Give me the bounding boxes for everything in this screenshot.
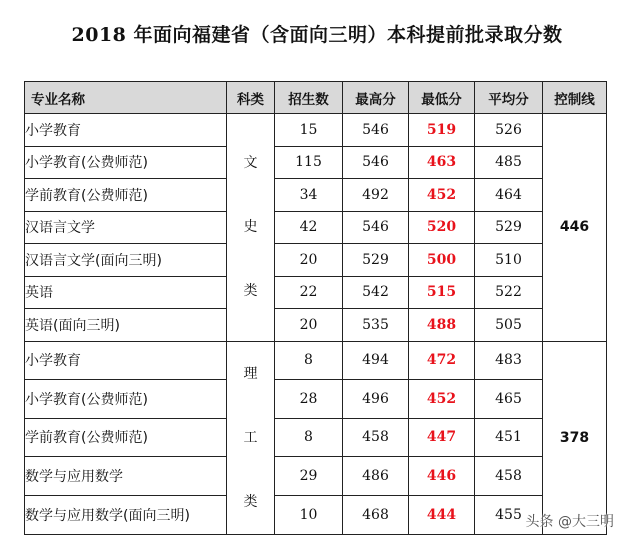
avg-score: 505 xyxy=(475,309,543,342)
avg-score: 465 xyxy=(475,380,543,419)
min-score: 519 xyxy=(409,114,475,147)
max-score: 486 xyxy=(343,457,409,496)
avg-score: 483 xyxy=(475,341,543,380)
avg-score: 522 xyxy=(475,276,543,309)
enrollment-count: 115 xyxy=(275,146,343,179)
major-name: 小学教育 xyxy=(25,114,227,147)
table-row xyxy=(25,457,607,496)
max-score: 535 xyxy=(343,309,409,342)
header-major: 专业名称 xyxy=(25,82,227,114)
min-score: 446 xyxy=(409,457,475,496)
max-score: 546 xyxy=(343,114,409,147)
header-min-score: 最低分 xyxy=(409,82,475,114)
table-row xyxy=(25,244,607,277)
control-line-science: 378 xyxy=(543,341,607,534)
page-title: 2018 年面向福建省（含面向三明）本科提前批录取分数 xyxy=(71,24,563,46)
category-cell-science xyxy=(227,341,275,534)
header-control-line: 控制线 xyxy=(543,82,607,114)
enrollment-count: 22 xyxy=(275,276,343,309)
avg-score: 451 xyxy=(475,418,543,457)
min-score: 472 xyxy=(409,341,475,380)
admission-scores-table xyxy=(24,81,607,535)
avg-score: 464 xyxy=(475,179,543,212)
enrollment-count: 8 xyxy=(275,341,343,380)
avg-score: 529 xyxy=(475,211,543,244)
major-name: 学前教育(公费师范) xyxy=(25,179,227,212)
major-name: 小学教育(公费师范) xyxy=(25,380,227,419)
enrollment-count: 29 xyxy=(275,457,343,496)
category-char: 工 xyxy=(243,429,258,446)
major-name: 数学与应用数学 xyxy=(25,457,227,496)
avg-score: 458 xyxy=(475,457,543,496)
max-score: 546 xyxy=(343,211,409,244)
avg-score: 455 xyxy=(475,495,543,534)
max-score: 546 xyxy=(343,146,409,179)
table-row xyxy=(25,418,607,457)
header-max-score: 最高分 xyxy=(343,82,409,114)
major-name: 英语 xyxy=(25,276,227,309)
min-score: 463 xyxy=(409,146,475,179)
min-score: 515 xyxy=(409,276,475,309)
major-name: 数学与应用数学(面向三明) xyxy=(25,495,227,534)
category-char: 史 xyxy=(243,219,258,236)
avg-score: 485 xyxy=(475,146,543,179)
table-row xyxy=(25,341,607,380)
enrollment-count: 28 xyxy=(275,380,343,419)
table-row xyxy=(25,211,607,244)
min-score: 452 xyxy=(409,380,475,419)
category-char: 类 xyxy=(243,493,258,510)
table-header-row xyxy=(25,82,607,114)
min-score: 500 xyxy=(409,244,475,277)
min-score: 452 xyxy=(409,179,475,212)
table-row xyxy=(25,276,607,309)
enrollment-count: 20 xyxy=(275,244,343,277)
enrollment-count: 34 xyxy=(275,179,343,212)
header-avg-score: 平均分 xyxy=(475,82,543,114)
max-score: 468 xyxy=(343,495,409,534)
max-score: 458 xyxy=(343,418,409,457)
watermark: 头条 @大三明 xyxy=(525,514,614,530)
max-score: 494 xyxy=(343,341,409,380)
avg-score: 526 xyxy=(475,114,543,147)
table-row xyxy=(25,114,607,147)
enrollment-count: 15 xyxy=(275,114,343,147)
table-row xyxy=(25,146,607,179)
max-score: 492 xyxy=(343,179,409,212)
control-line-liberal-arts: 446 xyxy=(543,114,607,342)
table-row xyxy=(25,179,607,212)
enrollment-count: 42 xyxy=(275,211,343,244)
category-cell-liberal-arts xyxy=(227,114,275,342)
max-score: 529 xyxy=(343,244,409,277)
major-name: 小学教育 xyxy=(25,341,227,380)
min-score: 520 xyxy=(409,211,475,244)
header-enrollment: 招生数 xyxy=(275,82,343,114)
enrollment-count: 20 xyxy=(275,309,343,342)
avg-score: 510 xyxy=(475,244,543,277)
min-score: 488 xyxy=(409,309,475,342)
table-row xyxy=(25,495,607,534)
table-row xyxy=(25,309,607,342)
enrollment-count: 8 xyxy=(275,418,343,457)
max-score: 542 xyxy=(343,276,409,309)
major-name: 小学教育(公费师范) xyxy=(25,146,227,179)
major-name: 学前教育(公费师范) xyxy=(25,418,227,457)
category-char: 文 xyxy=(243,155,258,172)
min-score: 447 xyxy=(409,418,475,457)
category-char: 理 xyxy=(243,365,258,382)
enrollment-count: 10 xyxy=(275,495,343,534)
min-score: 444 xyxy=(409,495,475,534)
major-name: 汉语言文学(面向三明) xyxy=(25,244,227,277)
category-char: 类 xyxy=(243,283,258,300)
major-name: 英语(面向三明) xyxy=(25,309,227,342)
header-category: 科类 xyxy=(227,82,275,114)
major-name: 汉语言文学 xyxy=(25,211,227,244)
max-score: 496 xyxy=(343,380,409,419)
table-row xyxy=(25,380,607,419)
